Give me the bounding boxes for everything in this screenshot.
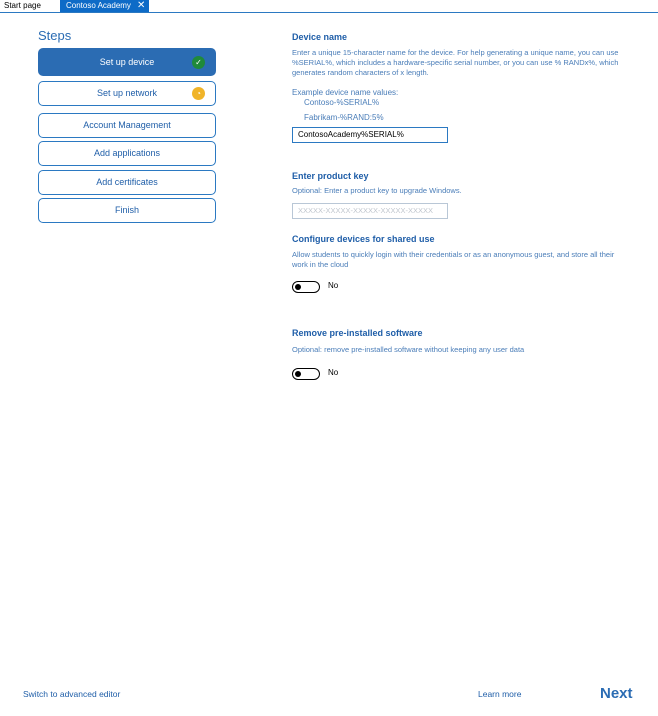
step-label: Finish — [114, 205, 139, 215]
step-add-certificates[interactable] — [38, 170, 216, 195]
tab-contoso-academy[interactable] — [60, 0, 149, 12]
step-label: Add certificates — [96, 177, 158, 187]
example-value: Contoso-%SERIAL% — [304, 98, 380, 107]
remove-software-toggle[interactable] — [292, 368, 320, 380]
step-label: Set up network — [96, 88, 158, 98]
step-set-up-network[interactable] — [38, 81, 216, 106]
remove-software-toggle-label: No — [328, 368, 339, 377]
remove-software-description: Optional: remove pre-installed software without keeping any user data — [292, 345, 525, 354]
product-key-input[interactable]: XXXXX-XXXXX-XXXXX-XXXXX-XXXXX — [292, 203, 448, 219]
steps-title: Steps — [38, 28, 72, 43]
clock-icon: ◔ — [192, 87, 205, 100]
product-key-description: Optional: Enter a product key to upgrade Windows. — [292, 186, 462, 195]
shared-use-toggle-label: No — [328, 281, 339, 290]
tab-bar — [0, 0, 658, 13]
device-name-input[interactable]: ContosoAcademy%SERIAL% — [292, 127, 448, 143]
device-name-heading: Device name — [292, 32, 348, 42]
next-button[interactable]: Next — [600, 685, 633, 702]
step-label: Set up device — [99, 57, 155, 67]
toggle-knob — [295, 371, 301, 377]
device-name-description: Enter a unique 15-character name for the device. For help generating a unique name, you can use %SERIAL%, which includes a hardware-specific serial number, or you can use % RANDx%, which generates random characters of x length. — [292, 48, 619, 77]
example-value: Fabrikam-%RAND:5% — [304, 113, 384, 122]
product-key-heading: Enter product key — [292, 171, 369, 181]
toggle-knob — [295, 284, 301, 290]
step-add-applications[interactable] — [38, 141, 216, 166]
checkmark-icon: ✓ — [192, 56, 205, 69]
step-account-management[interactable] — [38, 113, 216, 138]
remove-software-heading: Remove pre-installed software — [292, 328, 423, 338]
tab-label: Contoso Academy — [66, 1, 131, 10]
shared-use-toggle[interactable] — [292, 281, 320, 293]
tab-start-page[interactable]: Start page — [4, 1, 41, 10]
step-set-up-device[interactable] — [38, 48, 216, 76]
step-label: Account Management — [83, 120, 171, 130]
step-finish[interactable] — [38, 198, 216, 223]
shared-use-heading: Configure devices for shared use — [292, 234, 435, 244]
step-label: Add applications — [93, 148, 161, 158]
advanced-editor-link[interactable]: Switch to advanced editor — [23, 689, 121, 699]
close-icon[interactable]: ✕ — [137, 0, 146, 11]
examples-label: Example device name values: — [292, 88, 399, 97]
shared-use-description: Allow students to quickly login with their credentials or as an anonymous guest, and store all their work in the cloud — [292, 250, 615, 269]
learn-more-link[interactable]: Learn more — [478, 689, 522, 699]
